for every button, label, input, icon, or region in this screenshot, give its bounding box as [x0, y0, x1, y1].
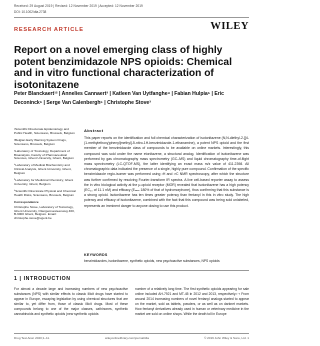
- correspondence-heading: Correspondence: [14, 199, 39, 204]
- section-divider: [14, 270, 249, 271]
- correspondence-detail: Christophe Stove, Laboratory of Toxicology, Ghent University, Ottergemsesteenweg 460, B-9000 Ghent, Belgium. Email: christophe.stove@ugent.be: [14, 204, 75, 221]
- intro-column-2: number of a relatively long time. The first synthetic opioids appearing for sale online included AH-7921 and MT-45 in 2012 and 2013, respectively.¹⁻³ From around 2014 increasing numbers of novel fentanyl analogs started to appear on the market, sold as tablets, powders, or as well as on darknet markets. How fentanyl derivatives already used in human or veterinary medicine in the market are sold on online shops. While the death toll in Europe: [135, 287, 249, 317]
- abstract-heading: Abstract: [84, 128, 104, 133]
- keywords-text: benzimidazoles, isotonitazene, synthetic opioids, new psychoactive substances, NPS opioids: [84, 259, 220, 263]
- keywords-heading: KEYWORDS: [84, 253, 108, 257]
- doi[interactable]: DOI: 10.1002/dta.2738: [14, 10, 47, 14]
- abstract-text: This paper reports on the identification and full chemical characterization of isotonitazene (N,N-diethyl-2-[[4-(1-methylethoxy)phenyl]methyl]-5-nitro-1H-benzimidazole-1-ethanamine), a potent NPS opioid and the first member of the benzimidazole class of compounds to be available on online markets. Interestingly, this compound was sold under the name etonitazene, a structural analog. Identification of isotonitazene was performed by gas chromatography mass spectrometry (GC–MS) and liquid chromatography time-of-flight mass spectrometry (LC-QTOF-MS), the latter identifying an exact mass m/z value of 411.2398. All chromatographic data indicated the presence of a single, highly pure compound. Confirmation of the specific benzimidazole regio-isomer was performed using ¹H and ¹³C NMR spectroscopy, after which the structure was further confirmed by resolving Fourier-transform IR spectra. A live cell-based reporter assay to assess the in vitro biological activity at the μ-opioid receptor (MOR) revealed that isotonitazene has a high potency (EC₅₀ of 11.1 nM) and efficacy (Eₘₐₓ 180% of that of hydromorphone), thus confirming that this substance is a strong opioid. Isotonitazene has ten times greater potency than fentanyl in this in vitro study. The high potency and efficacy of isotonitazene, combined with the fact that this compound was being sold unlabeled, represents an imminent danger to anyone dosing to use this product.: [84, 136, 249, 208]
- paper-title: Report on a novel emerging class of highly potent benzimidazole NPS opioids: Chemical and in vitro functional characterization of isotonitazene: [14, 45, 232, 91]
- header-divider: [14, 17, 249, 18]
- affiliations: [14, 128, 78, 224]
- intro-heading: 1 | INTRODUCTION: [14, 276, 71, 282]
- affiliation-2: ²Belgian Early Warning System Drugs, Sciensano, Brussels, Belgium: [14, 137, 67, 146]
- journal-citation: Drug Test Anal. 2020;1–11.: [14, 336, 50, 340]
- affiliation-4: ⁴Laboratory of Medical Biochemistry and Clinical Analysis, Ghent University, Ghent, Belgium: [14, 163, 72, 176]
- affiliation-1: ¹Scientific Directorate Epidemiology and Public Health, Sciensano, Brussels, Belgium: [14, 127, 75, 135]
- wiley-logo: WILEY: [210, 21, 249, 32]
- received-dates: Received: 29 August 2019 | Revised: 12 November 2019 | Accepted: 12 November 2019: [14, 4, 143, 8]
- affiliation-6: ⁶Scientific Directorate Physical and Chemical Health Risks, Sciensano, Brussels, Belgium: [14, 188, 76, 197]
- copyright: © 2019 John Wiley & Sons, Ltd. 1: [204, 336, 249, 340]
- page-footer: [14, 336, 249, 340]
- journal-url[interactable]: wileyonlinelibrary.com/journal/dta: [105, 336, 149, 340]
- affiliation-3: ³Laboratory of Toxicology, Department of Bioanalysis, Faculty of Pharmaceutical Sciences, Ghent University, Ghent, Belgium: [14, 148, 74, 161]
- author-list: Peter Blanckaert¹² | Annelies Cannaert³ | Katleen Van Uytfanghe⁴ | Fabian Hulpia⁵ | Eric Deconinck⁶ | Serge Van Calenbergh⁵ | Christophe Stove³: [14, 91, 224, 106]
- affiliation-5: ⁵Laboratory for Medicinal Chemistry, Ghent University, Ghent, Belgium: [14, 178, 74, 186]
- footer-divider: [14, 333, 249, 334]
- intro-column-1: For almost a decade large and increasing numbers of new psychoactive substances (NPS) with similar effects to classic illicit drugs have started to appear in Europe, escaping legislation by using chemical structures that are similar to, yet differ from, those of classic illicit drugs. Most of these compounds belong to one of the major classes, cathinones, synthetic cannabinoids and synthetic opioids (new synthetic opioids: [14, 287, 128, 317]
- article-type: RESEARCH ARTICLE: [14, 27, 84, 33]
